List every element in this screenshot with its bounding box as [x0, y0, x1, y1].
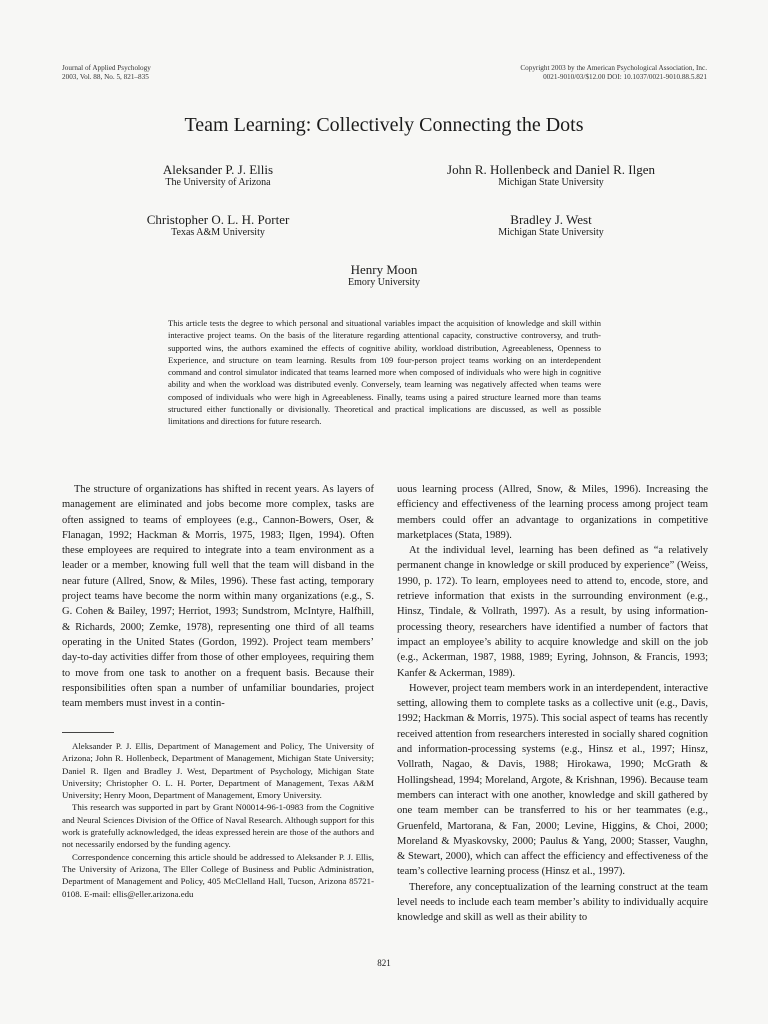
body-paragraph: uous learning process (Allred, Snow, & Miles, 1996). Increasing the efficiency and effectiveness of the learning process among project team members could offer an advantage to organizations in competitive marketplaces (Stata, 1989).: [397, 484, 708, 541]
footnote-correspondence: Correspondence concerning this article should be addressed to Aleksander P. J. Ellis, The University of Arizona, The Eller College of Business and Public Administration, Department of Management and Policy, 405 McClelland Hall, Tucson, Arizona 85721-0108. E-mail: ellis@eller.arizona.edu: [62, 851, 374, 899]
article-title: Team Learning: Collectively Connecting the Dots: [184, 114, 584, 136]
doi-line: 0021-9010/03/$12.00 DOI: 10.1037/0021-9010.88.5.821: [543, 72, 707, 81]
journal-header: [62, 64, 151, 81]
footnote-affiliations: Aleksander P. J. Ellis, Department of Management and Policy, The University of Arizona; John R. Hollenbeck, Department of Management, Michigan State University; Daniel R. Ilgen and Bradley J. West, Department of Psychology, Michigan State University; Christopher O. L. H. Porter, Department of Management, Texas A&M University; Henry Moon, Department of Management, Emory University.: [62, 741, 374, 801]
author-name: Bradley J. West: [510, 212, 592, 227]
abstract: This article tests the degree to which personal and situational variables impact the acquisition of knowledge and skill within interactive project teams. On the basis of the literature regarding attentional capacity, constructive controversy, and truth-supported wins, the authors examined the effects of cognitive ability, workload distribution, Agreeableness, Openness to Experience, and structure on team learning. Results from 109 four-person project teams working on an interdependent command and control simulator indicated that teams learned more when composed of individuals who were high in cognitive ability and when the workload was distributed evenly. Conversely, team learning was negatively affected when teams were composed of individuals who were high in Agreeableness. Finally, teams using a paired structure learned more than teams structured either functionally or divisionally. Theoretical and practical implications are discussed, as well as possible limitations and directions for future research.: [168, 318, 601, 427]
footnote-funding: This research was supported in part by Grant N00014-96-1-0983 from the Cognitive and Neural Sciences Division of the Office of Naval Research. Although support for this work is gratefully acknowledged, the ideas expressed herein are those of the authors and not necessarily endorsed by the funding agency.: [62, 802, 374, 850]
journal-name: Journal of Applied Psychology: [62, 64, 151, 72]
author-affiliation: Emory University: [348, 277, 420, 288]
journal-volume: 2003, Vol. 88, No. 5, 821–835: [62, 72, 149, 81]
author-name: Aleksander P. J. Ellis: [162, 162, 274, 177]
copyright-header: [520, 64, 707, 81]
copyright-line: Copyright 2003 by the American Psychological Association, Inc.: [520, 64, 707, 72]
author-block-1: [88, 162, 348, 189]
body-paragraph: However, project team members work in an interdependent, interactive setting, allowing them to complete tasks as a collective unit (e.g., Davis, 1992; Hackman & Morris, 1975). This social aspect of teams has recently received attention from researchers interested in socially shared cognition and information-processing systems (e.g., Hinsz et al., 1997; Hinsz, Vollrath, Nagao, & Davis, 1988; Hirokawa, 1990; McGrath & Hollingshead, 1994; Moreland, Argote, & Krishnan, 1996). Because team members can interact with one another, knowledge and skill gathered by one team member can be transferred to his or her teammates (e.g., Gruenfeld, Martorana, & Fan, 2000; Levine, Higgins, & Choi, 2000; Moreland & Myaskovsky, 2000; Paulus & Yang, 2000; Stasser, Vaughn, & Stewart, 2000), which can affect the efficiency and effectiveness of the team’s collective learning process (Hinsz et al., 1997).: [397, 682, 708, 878]
body-paragraph: The structure of organizations has shifted in recent years. As layers of management are eliminated and jobs become more complex, tasks are often assigned to teams of employees (e.g., Cannon-Bowers, Oser, & Flanagan, 1992; Hackman & Morris, 1975, 1983; Ilgen, 1994). Often these employees are required to integrate into a team environment as a leader or a member, knowing full well that the team will disband in the near future (Allred, Snow, & Miles, 1996). These fast acting, temporary project teams have become the norm within many organizations (e.g., S. G. Cohen & Bailey, 1997; Herriot, 1993; Sundstrom, McIntyre, Halfhill, & Richards, 2000; Zemke, 1978), representing one third of all teams operating in the United States (Gordon, 1992). Project team members’ day-to-day activities differ from those of other employees, requiring them to move from one task to another on a frequent basis. Because their responsibilities often span a number of unfamiliar boundaries, project team members must invest in a contin-: [62, 484, 374, 710]
page-number: 821: [377, 958, 391, 968]
author-block-4: [421, 212, 681, 239]
author-block-3: [88, 212, 348, 239]
author-affiliation: Michigan State University: [498, 227, 604, 238]
body-column-right: [397, 482, 708, 926]
footnote-divider: [62, 732, 114, 733]
author-name: Christopher O. L. H. Porter: [146, 212, 290, 227]
author-affiliation: Michigan State University: [498, 177, 604, 188]
author-name: Henry Moon: [350, 262, 418, 277]
author-affiliation: Texas A&M University: [171, 227, 265, 238]
body-column-left: [62, 482, 374, 711]
author-name: John R. Hollenbeck and Daniel R. Ilgen: [447, 162, 655, 177]
body-paragraph: At the individual level, learning has been defined as “a relatively permanent change in knowledge or skill produced by experience” (Weiss, 1990, p. 172). To learn, employees need to attend to, encode, store, and retrieve information that exists in the surrounding environment (e.g., Hinsz, Tindale, & Vollrath, 1997). As a result, by using information-processing theory, researchers have identified a number of factors that impact an employee’s ability to acquire knowledge and skill on the job (e.g., Ackerman, 1987, 1988, 1989; Eyring, Johnson, & Francis, 1993; Kanfer & Ackerman, 1989).: [397, 545, 708, 679]
body-paragraph: Therefore, any conceptualization of the learning construct at the team level needs to include each team member’s ability to individually acquire knowledge and skill as well as their ability to: [397, 881, 708, 924]
author-block-2: [421, 162, 681, 189]
author-note: [62, 740, 374, 900]
author-affiliation: The University of Arizona: [165, 177, 271, 188]
author-block-5: [254, 262, 514, 289]
